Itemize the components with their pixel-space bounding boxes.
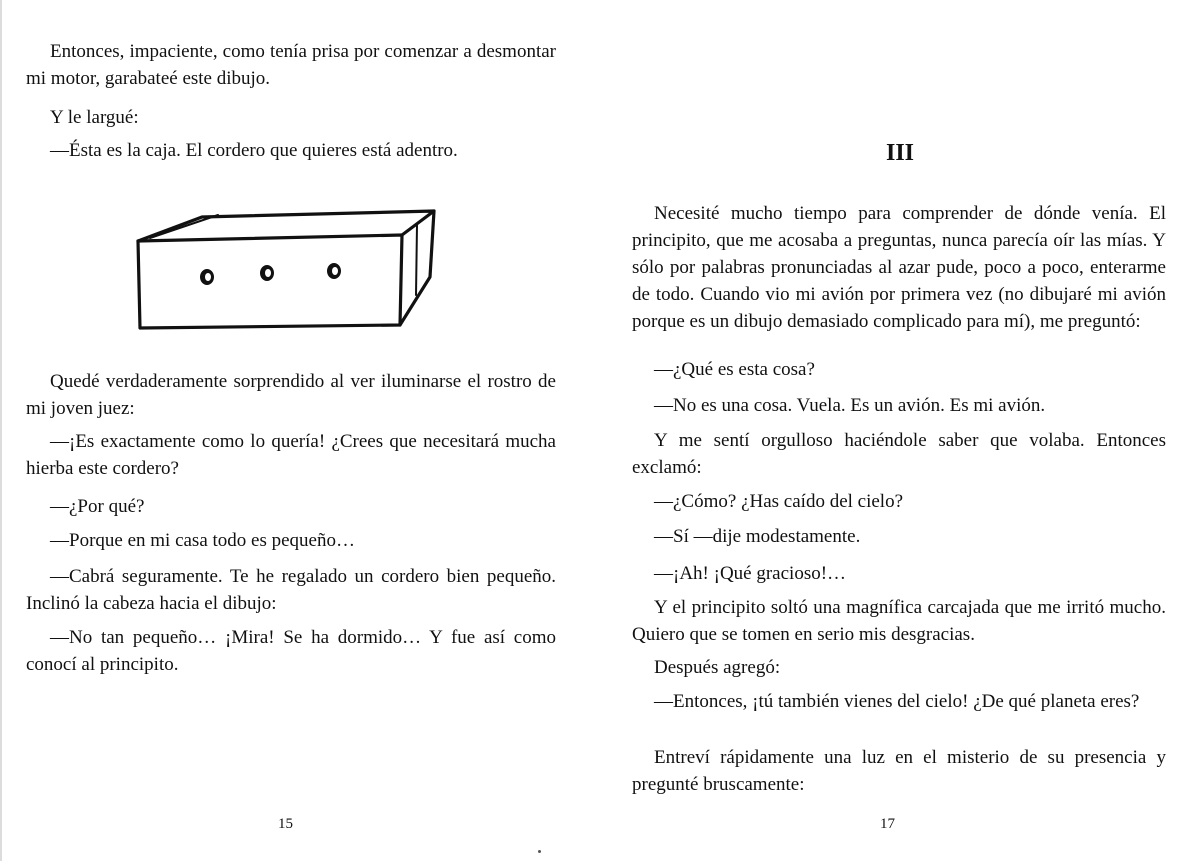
box-front-face bbox=[138, 235, 402, 328]
left-page-number: 15 bbox=[278, 816, 293, 832]
left-paragraph-9: —No tan pequeño… ¡Mira! Se ha dormido… Y fue así como conocí al principito. bbox=[26, 627, 556, 675]
left-paragraph-1: Entonces, impaciente, como tenía prisa por comenzar a desmontar mi motor, garabateé este dibujo. bbox=[26, 41, 556, 89]
left-paragraph-2: Y le largué: bbox=[50, 107, 139, 128]
scan-speck bbox=[538, 850, 541, 853]
right-paragraph-10: —Entonces, ¡tú también vienes del cielo! ¿De qué planeta eres? bbox=[654, 691, 1140, 712]
left-paragraph-5: —¡Es exactamente como lo quería! ¿Crees que necesitará mucha hierba este cordero? bbox=[26, 431, 556, 479]
right-paragraph-4: Y me sentí orgulloso haciéndole saber que volaba. Entonces exclamó: bbox=[632, 430, 1166, 478]
right-paragraph-8: Y el principito soltó una magnífica carcajada que me irritó mucho. Quiero que se tomen en serio mis desgracias. bbox=[632, 597, 1166, 645]
right-page-number: 17 bbox=[880, 816, 895, 832]
right-paragraph-11: Entreví rápidamente una luz en el misterio de su presencia y pregunté bruscamente: bbox=[632, 747, 1166, 795]
right-paragraph-9: Después agregó: bbox=[654, 657, 781, 678]
left-paragraph-3: —Ésta es la caja. El cordero que quieres está adentro. bbox=[50, 140, 458, 161]
left-paragraph-6: —¿Por qué? bbox=[50, 496, 145, 517]
left-paragraph-4: Quedé verdaderamente sorprendido al ver iluminarse el rostro de mi joven juez: bbox=[26, 371, 556, 419]
right-paragraph-7: —¡Ah! ¡Qué gracioso!… bbox=[654, 563, 847, 584]
left-paragraph-7: —Porque en mi casa todo es pequeño… bbox=[50, 530, 355, 551]
left-paragraph-8: —Cabrá seguramente. Te he regalado un cordero bien pequeño. Inclinó la cabeza hacia el dibujo: bbox=[26, 566, 556, 614]
right-paragraph-5: —¿Cómo? ¿Has caído del cielo? bbox=[654, 491, 904, 512]
right-paragraph-2: —¿Qué es esta cosa? bbox=[654, 359, 815, 380]
right-paragraph-6: —Sí —dije modestamente. bbox=[654, 526, 861, 547]
right-paragraph-1: Necesité mucho tiempo para comprender de dónde venía. El principito, que me acosaba a preguntas, nunca parecía oír las mías. Y sólo por palabras pronunciadas al azar pude, poco a poco, enterarme de todo. Cuando vio mi avión por primera vez (no dibujaré mi avión porque es un dibujo demasiado complicado para mí), me preguntó: bbox=[632, 203, 1166, 332]
chapter-title: III bbox=[885, 140, 915, 166]
box-illustration bbox=[130, 205, 440, 335]
right-paragraph-3: —No es una cosa. Vuela. Es un avión. Es mi avión. bbox=[654, 395, 1046, 416]
